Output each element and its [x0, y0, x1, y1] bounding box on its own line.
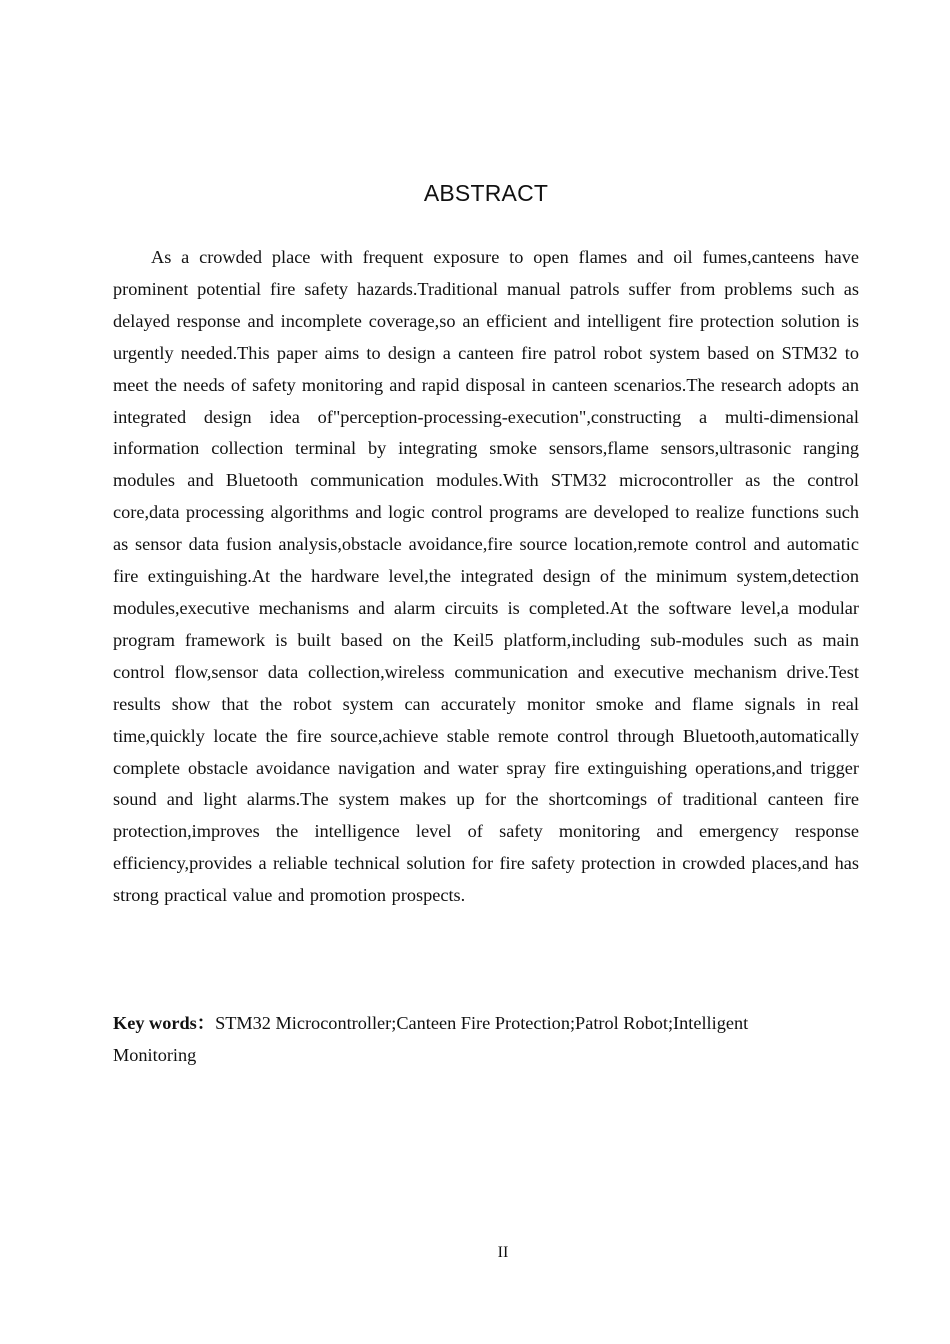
keywords-text: STM32 Microcontroller;Canteen Fire Protection;Patrol Robot;Intelligent Monitoring: [113, 1013, 749, 1065]
keywords-line: [113, 1008, 813, 1072]
abstract-paragraph: As a crowded place with frequent exposure to open flames and oil fumes,canteens have prominent potential fire safety hazards.Traditional manual patrols suffer from problems such as delayed response and incomplete coverage,so an efficient and intelligent fire protection solution is urgently needed.This paper aims to design a canteen fire patrol robot system based on STM32 to meet the needs of safety monitoring and rapid disposal in canteen scenarios.The research adopts an integrated design idea of"perception-processing-execution",constructing a multi-dimensional information collection terminal by integrating smoke sensors,flame sensors,ultrasonic ranging modules and Bluetooth communication modules.With STM32 microcontroller as the control core,data processing algorithms and logic control programs are developed to realize functions such as sensor data fusion analysis,obstacle avoidance,fire source location,remote control and automatic fire extinguishing.At the hardware level,the integrated design of the minimum system,detection modules,executive mechanisms and alarm circuits is completed.At the software level,a modular program framework is built based on the Keil5 platform,including sub-modules such as main control flow,sensor data collection,wireless communication and executive mechanism drive.Test results show that the robot system can accurately monitor smoke and flame signals in real time,quickly locate the fire source,achieve stable remote control through Bluetooth,automatically complete obstacle avoidance navigation and water spray fire extinguishing operations,and trigger sound and light alarms.The system makes up for the shortcomings of traditional canteen fire protection,improves the intelligence level of safety monitoring and emergency response efficiency,provides a reliable technical solution for fire safety protection in crowded places,and has strong practical value and promotion prospects.: [113, 247, 859, 906]
page-number: II: [497, 1244, 509, 1261]
keywords-label: Key words：: [113, 1013, 216, 1033]
page-title: ABSTRACT: [423, 180, 549, 206]
